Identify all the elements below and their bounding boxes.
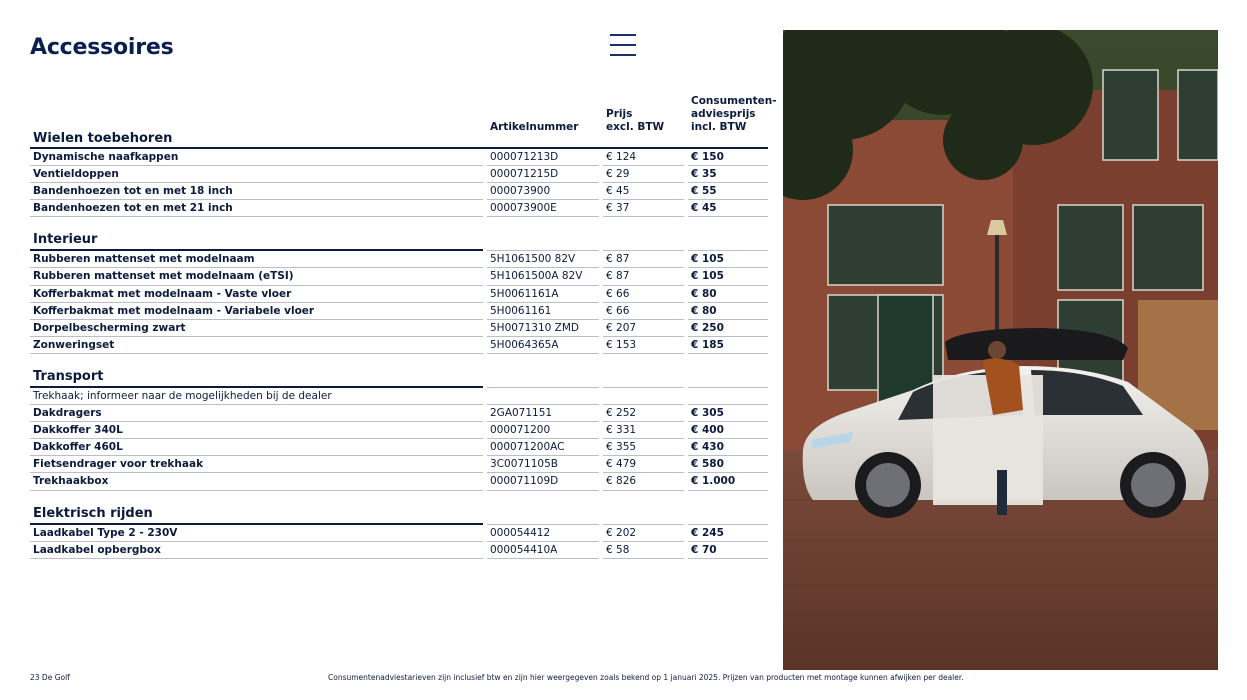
section-header-cell (688, 491, 768, 525)
footer-page-number: 23 De Golf (30, 673, 70, 682)
section-header-cell (487, 217, 599, 251)
table-row (30, 286, 768, 303)
consumer-price: € 185 (688, 337, 768, 354)
item-name: Fietsendrager voor trekhaak (30, 456, 483, 473)
article-number: 000054412 (487, 525, 599, 542)
article-number: 5H0064365A (487, 337, 599, 354)
item-name: Ventieldoppen (30, 166, 483, 183)
article-number: 000071213D (487, 149, 599, 166)
price-excl: € 66 (603, 286, 684, 303)
page-title: Accessoires (30, 35, 174, 60)
consumer-price: € 580 (688, 456, 768, 473)
consumer-price: € 250 (688, 320, 768, 337)
section-header-row (30, 217, 768, 251)
article-number: 5H0071310 ZMD (487, 320, 599, 337)
article-number: 000071200 (487, 422, 599, 439)
price-excl: € 331 (603, 422, 684, 439)
table-row (30, 166, 768, 183)
consumer-price: € 80 (688, 286, 768, 303)
item-name: Rubberen mattenset met modelnaam (30, 251, 483, 268)
golf-with-roof-box-image (783, 30, 1218, 670)
header-consumer-line1: Consumenten- (691, 95, 777, 107)
price-excl: € 37 (603, 200, 684, 217)
item-name: Dynamische naafkappen (30, 149, 483, 166)
item-name: Dakkoffer 340L (30, 422, 483, 439)
table-row (30, 200, 768, 217)
header-consumer-price (688, 92, 777, 147)
section-header-cell (688, 354, 768, 388)
consumer-price: € 70 (688, 542, 768, 559)
item-name: Laadkabel opbergbox (30, 542, 483, 559)
article-number: 000071109D (487, 473, 599, 490)
consumer-price (688, 388, 768, 405)
table-row (30, 525, 768, 542)
consumer-price: € 105 (688, 268, 768, 285)
consumer-price: € 245 (688, 525, 768, 542)
table-row (30, 405, 768, 422)
item-name: Bandenhoezen tot en met 18 inch (30, 183, 483, 200)
price-excl: € 355 (603, 439, 684, 456)
section-title: Transport (30, 354, 483, 388)
item-name: Kofferbakmat met modelnaam - Vaste vloer (30, 286, 483, 303)
item-name: Trekhaak; informeer naar de mogelijkheden bij de dealer (30, 388, 483, 405)
item-name: Bandenhoezen tot en met 21 inch (30, 200, 483, 217)
accessories-price-table (30, 92, 777, 559)
consumer-price: € 45 (688, 200, 768, 217)
item-name: Zonweringset (30, 337, 483, 354)
consumer-price: € 105 (688, 251, 768, 268)
table-row (30, 542, 768, 559)
article-number (487, 388, 599, 405)
price-excl: € 66 (603, 303, 684, 320)
item-name: Rubberen mattenset met modelnaam (eTSI) (30, 268, 483, 285)
table-header-row (30, 92, 777, 149)
consumer-price: € 35 (688, 166, 768, 183)
product-photo (783, 30, 1218, 670)
header-consumer-line2: adviesprijs (691, 108, 756, 120)
table-row (30, 337, 768, 354)
section-header-cell (487, 491, 599, 525)
consumer-price: € 400 (688, 422, 768, 439)
section-header-row (30, 491, 768, 525)
article-number: 000071215D (487, 166, 599, 183)
table-row (30, 149, 768, 166)
section-header-cell (603, 354, 684, 388)
section-header-cell (487, 354, 599, 388)
price-excl: € 153 (603, 337, 684, 354)
price-excl: € 45 (603, 183, 684, 200)
item-name: Dorpelbescherming zwart (30, 320, 483, 337)
price-excl: € 124 (603, 149, 684, 166)
article-number: 000073900 (487, 183, 599, 200)
price-excl: € 207 (603, 320, 684, 337)
table-row (30, 251, 768, 268)
section-header-cell (688, 217, 768, 251)
consumer-price: € 55 (688, 183, 768, 200)
table-row (30, 303, 768, 320)
article-number: 5H1061500 82V (487, 251, 599, 268)
price-excl: € 87 (603, 251, 684, 268)
item-name: Dakdragers (30, 405, 483, 422)
hamburger-menu-icon[interactable] (610, 34, 636, 56)
table-body (30, 149, 768, 559)
consumer-price: € 305 (688, 405, 768, 422)
article-number: 2GA071151 (487, 405, 599, 422)
article-number: 000073900E (487, 200, 599, 217)
item-name: Trekhaakbox (30, 473, 483, 490)
table-row (30, 388, 768, 405)
section-header-row (30, 354, 768, 388)
section-title: Elektrisch rijden (30, 491, 483, 525)
section-title: Interieur (30, 217, 483, 251)
consumer-price: € 150 (688, 149, 768, 166)
consumer-price: € 80 (688, 303, 768, 320)
section-header-cell (603, 491, 684, 525)
price-excl: € 58 (603, 542, 684, 559)
table-row (30, 268, 768, 285)
item-name: Dakkoffer 460L (30, 439, 483, 456)
price-excl: € 826 (603, 473, 684, 490)
item-name: Kofferbakmat met modelnaam - Variabele vloer (30, 303, 483, 320)
price-excl: € 87 (603, 268, 684, 285)
table-row (30, 439, 768, 456)
section-header-cell (603, 217, 684, 251)
article-number: 5H0061161 (487, 303, 599, 320)
consumer-price: € 1.000 (688, 473, 768, 490)
article-number: 000054410A (487, 542, 599, 559)
table-row (30, 183, 768, 200)
header-consumer-line3: incl. BTW (691, 121, 747, 133)
consumer-price: € 430 (688, 439, 768, 456)
table-row (30, 473, 768, 490)
header-article-number: Artikelnummer (490, 121, 579, 133)
item-name: Laadkabel Type 2 - 230V (30, 525, 483, 542)
article-number: 000071200AC (487, 439, 599, 456)
footer-disclaimer: Consumentenadviestarieven zijn inclusief btw en zijn hier weergegeven zoals bekend op 1 januari 2025. Prijzen van producten met montage kunnen afwijken per dealer. (328, 673, 964, 682)
section-title: Wielen toebehoren (33, 131, 173, 146)
price-excl: € 29 (603, 166, 684, 183)
article-number: 5H0061161A (487, 286, 599, 303)
price-excl: € 479 (603, 456, 684, 473)
header-price-line2: excl. BTW (606, 121, 665, 133)
header-price-excl (603, 92, 684, 147)
table-row (30, 456, 768, 473)
price-excl: € 202 (603, 525, 684, 542)
price-excl (603, 388, 684, 405)
article-number: 5H1061500A 82V (487, 268, 599, 285)
header-price-line1: Prijs (606, 108, 633, 120)
article-number: 3C0071105B (487, 456, 599, 473)
table-row (30, 320, 768, 337)
price-excl: € 252 (603, 405, 684, 422)
table-row (30, 422, 768, 439)
